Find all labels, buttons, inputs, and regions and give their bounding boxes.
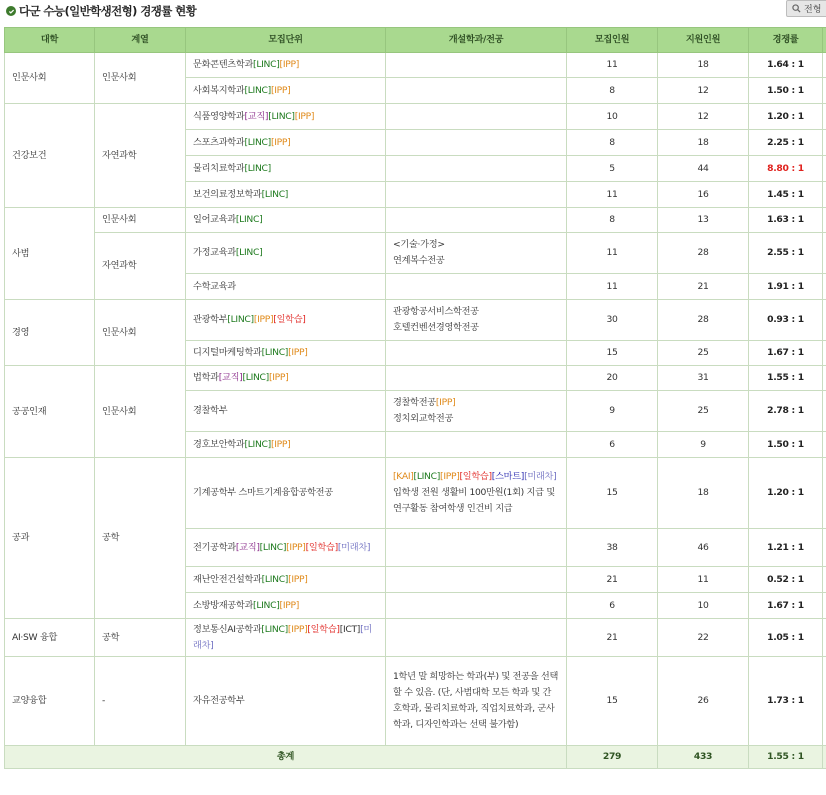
unit-name: 기계공학부 스마트기계융합공학전공 <box>193 487 333 498</box>
header-field: 계열 <box>95 28 186 53</box>
cell-majors <box>386 593 567 619</box>
unit-tag: [IPP] <box>279 59 299 70</box>
cell-ratio: 1.20 : 1 <box>749 104 823 130</box>
cell-college: 사범 <box>5 208 95 300</box>
cell-extra <box>823 274 826 300</box>
unit-name: 수학교육과 <box>193 280 236 292</box>
major-line: <기술·가정> <box>393 239 445 250</box>
cell-applicants: 12 <box>658 104 749 130</box>
unit-tag: [교직] <box>218 372 243 383</box>
unit-name: 문화콘텐츠학과 <box>193 59 254 70</box>
page-title-text: 다군 수능(일반학생전형) 경쟁률 현황 <box>19 4 197 18</box>
cell-quota: 30 <box>567 300 658 341</box>
cell-majors <box>386 130 567 156</box>
cell-field: 인문사회 <box>95 300 186 366</box>
cell-majors <box>386 366 567 391</box>
cell-field: 자연과학 <box>95 233 186 300</box>
cell-field: 인문사회 <box>95 366 186 458</box>
cell-majors <box>386 657 567 746</box>
unit-tag: [IPP] <box>288 573 308 585</box>
search-button-label: 전형 <box>804 5 822 15</box>
cell-majors <box>386 208 567 233</box>
cell-extra <box>823 619 826 657</box>
cell-ratio: 1.21 : 1 <box>749 529 823 567</box>
cell-ratio: 1.45 : 1 <box>749 182 823 208</box>
unit-tag: [IPP] <box>294 110 315 122</box>
major-note: 1학년 말 희망하는 학과(부) 및 전공을 선택할 수 있음. (단, 사범대학 모든 학과 및 간호학과, 물리치료학과, 직업치료학과, 군사학과, 디자인학과는 선택 불가함) <box>393 671 559 730</box>
search-button[interactable] <box>786 0 826 17</box>
header-applicants: 지원인원 <box>658 28 749 53</box>
cell-applicants: 16 <box>658 182 749 208</box>
cell-field: 인문사회 <box>95 208 186 233</box>
total-ratio: 1.55 : 1 <box>749 746 823 769</box>
cell-quota: 11 <box>567 274 658 300</box>
unit-name: 보건의료정보학과 <box>193 188 262 200</box>
table-row-total <box>5 746 826 769</box>
table-row <box>5 458 826 529</box>
cell-majors <box>386 432 567 458</box>
total-label: 총계 <box>5 746 567 769</box>
cell-ratio: 1.50 : 1 <box>749 432 823 458</box>
unit-name: 경찰학부 <box>193 405 228 416</box>
unit-name: 가정교육과 <box>193 247 236 258</box>
cell-unit <box>186 208 386 233</box>
header-ratio: 경쟁률 <box>749 28 823 53</box>
cell-applicants: 21 <box>658 274 749 300</box>
unit-tag: [IPP] <box>270 136 291 148</box>
cell-unit <box>186 78 386 104</box>
unit-tag: [LINC] <box>268 110 295 122</box>
cell-quota: 5 <box>567 156 658 182</box>
unit-tag: [IPP] <box>270 438 291 450</box>
unit-name: 소방방재공학과 <box>193 599 254 611</box>
cell-college: 교양융합 <box>5 657 95 746</box>
cell-majors <box>386 458 567 529</box>
cell-ratio: 2.55 : 1 <box>749 233 823 274</box>
competition-table <box>4 27 826 769</box>
unit-tag: [IPP] <box>286 541 306 553</box>
unit-name: 디지털마케팅학과 <box>193 347 262 358</box>
unit-tag: [IPP] <box>279 599 299 611</box>
cell-applicants: 10 <box>658 593 749 619</box>
cell-quota: 6 <box>567 432 658 458</box>
major-line: 경찰학전공 <box>393 397 436 408</box>
cell-applicants: 9 <box>658 432 749 458</box>
unit-name: 관광학부 <box>193 314 228 325</box>
cell-applicants: 25 <box>658 391 749 432</box>
total-extra <box>823 746 826 769</box>
cell-applicants: 22 <box>658 619 749 657</box>
table-row <box>5 53 826 78</box>
cell-extra <box>823 432 826 458</box>
cell-majors <box>386 78 567 104</box>
cell-majors <box>386 341 567 366</box>
cell-quota: 15 <box>567 341 658 366</box>
cell-unit <box>186 274 386 300</box>
cell-applicants: 28 <box>658 300 749 341</box>
cell-majors <box>386 391 567 432</box>
unit-tag: [IPP] <box>253 314 274 325</box>
cell-majors <box>386 619 567 657</box>
page-title <box>6 2 196 20</box>
unit-tag: [LINC] <box>242 372 269 383</box>
cell-extra <box>823 366 826 391</box>
unit-tag: [일학습] <box>273 314 306 325</box>
cell-college: AI·SW 융합 <box>5 619 95 657</box>
cell-extra <box>823 130 826 156</box>
cell-applicants: 31 <box>658 366 749 391</box>
cell-field: - <box>95 657 186 746</box>
cell-ratio: 1.20 : 1 <box>749 458 823 529</box>
major-line: 관광항공서비스학전공 <box>393 306 479 317</box>
cell-ratio: 1.05 : 1 <box>749 619 823 657</box>
table-row <box>5 104 826 130</box>
unit-name: 법학과 <box>193 372 219 383</box>
cell-quota: 10 <box>567 104 658 130</box>
table-row <box>5 300 826 341</box>
cell-majors <box>386 104 567 130</box>
cell-extra <box>823 53 826 78</box>
unit-name: 식품영양학과 <box>193 110 245 122</box>
cell-field: 공학 <box>95 619 186 657</box>
cell-quota: 8 <box>567 78 658 104</box>
cell-extra <box>823 78 826 104</box>
unit-tag: [IPP] <box>270 84 291 96</box>
unit-tag: [LINC] <box>244 162 271 174</box>
cell-majors <box>386 529 567 567</box>
cell-applicants: 12 <box>658 78 749 104</box>
unit-tag: [LINC] <box>253 599 280 611</box>
cell-quota: 20 <box>567 366 658 391</box>
cell-extra <box>823 156 826 182</box>
unit-tag: [교직] <box>235 541 260 553</box>
cell-applicants: 26 <box>658 657 749 746</box>
cell-quota: 9 <box>567 391 658 432</box>
cell-ratio: 0.93 : 1 <box>749 300 823 341</box>
cell-applicants: 11 <box>658 567 749 593</box>
cell-college: 건강보건 <box>5 104 95 208</box>
cell-ratio: 1.67 : 1 <box>749 341 823 366</box>
unit-name: 물리치료학과 <box>193 162 245 174</box>
cell-quota: 11 <box>567 53 658 78</box>
cell-quota: 8 <box>567 130 658 156</box>
unit-tag: [일학습] <box>305 541 338 553</box>
cell-college: 인문사회 <box>5 53 95 104</box>
unit-tag: [미래차] <box>193 623 372 651</box>
cell-unit <box>186 130 386 156</box>
cell-unit <box>186 458 386 529</box>
cell-ratio: 2.25 : 1 <box>749 130 823 156</box>
cell-ratio: 1.63 : 1 <box>749 208 823 233</box>
table-row <box>5 366 826 391</box>
unit-tag: [LINC] <box>259 541 287 553</box>
cell-extra <box>823 182 826 208</box>
cell-college: 공과 <box>5 458 95 619</box>
cell-quota: 38 <box>567 529 658 567</box>
cell-quota: 15 <box>567 458 658 529</box>
cell-quota: 11 <box>567 233 658 274</box>
table-header-row <box>5 28 826 53</box>
cell-unit <box>186 529 386 567</box>
header-college: 대학 <box>5 28 95 53</box>
cell-unit <box>186 156 386 182</box>
major-tag: [스마트] <box>491 471 525 482</box>
cell-ratio: 8.80 : 1 <box>749 156 823 182</box>
cell-field: 자연과학 <box>95 104 186 208</box>
unit-tag: [미래차] <box>337 541 371 553</box>
cell-unit <box>186 619 386 657</box>
unit-tag: [LINC] <box>244 438 271 450</box>
cell-field: 공학 <box>95 458 186 619</box>
cell-quota: 6 <box>567 593 658 619</box>
cell-quota: 15 <box>567 657 658 746</box>
unit-name: 일어교육과 <box>193 214 236 225</box>
cell-ratio: 1.64 : 1 <box>749 53 823 78</box>
unit-name: 자유전공학부 <box>193 695 245 706</box>
cell-applicants: 13 <box>658 208 749 233</box>
cell-college: 공공인재 <box>5 366 95 458</box>
cell-unit <box>186 391 386 432</box>
unit-tag: [IPP] <box>268 372 289 383</box>
header-extra <box>823 28 826 53</box>
cell-unit <box>186 300 386 341</box>
table-row <box>5 208 826 233</box>
check-circle-icon <box>6 6 16 16</box>
total-quota: 279 <box>567 746 658 769</box>
cell-extra <box>823 341 826 366</box>
major-tag: [미래차] <box>524 471 557 482</box>
unit-tag: [일학습] <box>307 623 340 635</box>
major-line: 정치외교학전공 <box>393 413 454 424</box>
cell-unit <box>186 341 386 366</box>
cell-majors <box>386 53 567 78</box>
unit-tag: [교직] <box>244 110 269 122</box>
cell-unit <box>186 233 386 274</box>
major-tag: [일학습] <box>459 471 492 482</box>
header-quota: 모집인원 <box>567 28 658 53</box>
cell-quota: 21 <box>567 567 658 593</box>
cell-ratio: 0.52 : 1 <box>749 567 823 593</box>
major-line: 연계복수전공 <box>393 255 445 266</box>
cell-majors <box>386 182 567 208</box>
cell-ratio: 1.73 : 1 <box>749 657 823 746</box>
cell-majors <box>386 300 567 341</box>
cell-extra <box>823 233 826 274</box>
major-tag: [IPP] <box>435 397 456 408</box>
cell-ratio: 1.91 : 1 <box>749 274 823 300</box>
cell-majors <box>386 567 567 593</box>
cell-extra <box>823 657 826 746</box>
major-tag: [KAI] <box>393 471 414 482</box>
cell-extra <box>823 104 826 130</box>
cell-quota: 8 <box>567 208 658 233</box>
unit-tag: [LINC] <box>261 188 289 200</box>
unit-tag: [LINC] <box>261 623 288 635</box>
unit-tag: [IPP] <box>287 623 308 635</box>
cell-unit <box>186 567 386 593</box>
cell-extra <box>823 391 826 432</box>
major-tag: [LINC] <box>413 471 441 482</box>
cell-majors <box>386 233 567 274</box>
unit-name: 경호보안학과 <box>193 438 245 450</box>
table-row <box>5 619 826 657</box>
unit-tag: [LINC] <box>235 214 263 225</box>
cell-applicants: 18 <box>658 53 749 78</box>
cell-extra <box>823 567 826 593</box>
cell-ratio: 1.67 : 1 <box>749 593 823 619</box>
unit-tag: [ICT] <box>339 623 361 635</box>
unit-name: 사회복지학과 <box>193 84 245 96</box>
major-note: 입학생 전원 생활비 100만원(1회) 지급 및 연구활동 참여학생 인건비 지급 <box>393 487 555 514</box>
unit-tag: [LINC] <box>244 136 271 148</box>
cell-unit <box>186 366 386 391</box>
unit-tag: [LINC] <box>261 347 289 358</box>
cell-applicants: 18 <box>658 130 749 156</box>
total-applicants: 433 <box>658 746 749 769</box>
cell-unit <box>186 593 386 619</box>
cell-majors <box>386 274 567 300</box>
cell-field: 인문사회 <box>95 53 186 104</box>
major-tag: [IPP] <box>440 471 460 482</box>
cell-applicants: 18 <box>658 458 749 529</box>
search-icon <box>792 4 801 13</box>
unit-tag: [LINC] <box>253 59 280 70</box>
unit-name: 재난안전건설학과 <box>193 573 262 585</box>
cell-extra <box>823 529 826 567</box>
unit-name: 스포츠과학과 <box>193 136 245 148</box>
cell-extra <box>823 208 826 233</box>
cell-unit <box>186 182 386 208</box>
cell-applicants: 28 <box>658 233 749 274</box>
table-row <box>5 233 826 274</box>
table-row <box>5 657 826 746</box>
unit-tag: [LINC] <box>261 573 289 585</box>
cell-extra <box>823 593 826 619</box>
cell-ratio: 1.50 : 1 <box>749 78 823 104</box>
cell-unit <box>186 53 386 78</box>
cell-unit <box>186 657 386 746</box>
cell-applicants: 44 <box>658 156 749 182</box>
cell-quota: 21 <box>567 619 658 657</box>
cell-applicants: 25 <box>658 341 749 366</box>
cell-unit <box>186 104 386 130</box>
unit-name: 전기공학과 <box>193 541 236 553</box>
cell-quota: 11 <box>567 182 658 208</box>
unit-tag: [LINC] <box>227 314 254 325</box>
cell-college: 경영 <box>5 300 95 366</box>
unit-tag: [LINC] <box>244 84 271 96</box>
cell-extra <box>823 300 826 341</box>
cell-ratio: 1.55 : 1 <box>749 366 823 391</box>
major-line: 호텔컨벤션경영학전공 <box>393 322 479 333</box>
cell-applicants: 46 <box>658 529 749 567</box>
header-unit: 모집단위 <box>186 28 386 53</box>
unit-name: 정보통신AI공학과 <box>193 623 262 635</box>
unit-tag: [IPP] <box>288 347 308 358</box>
cell-extra <box>823 458 826 529</box>
cell-majors <box>386 156 567 182</box>
unit-tag: [LINC] <box>235 247 263 258</box>
cell-unit <box>186 432 386 458</box>
header-majors: 개설학과/전공 <box>386 28 567 53</box>
cell-ratio: 2.78 : 1 <box>749 391 823 432</box>
